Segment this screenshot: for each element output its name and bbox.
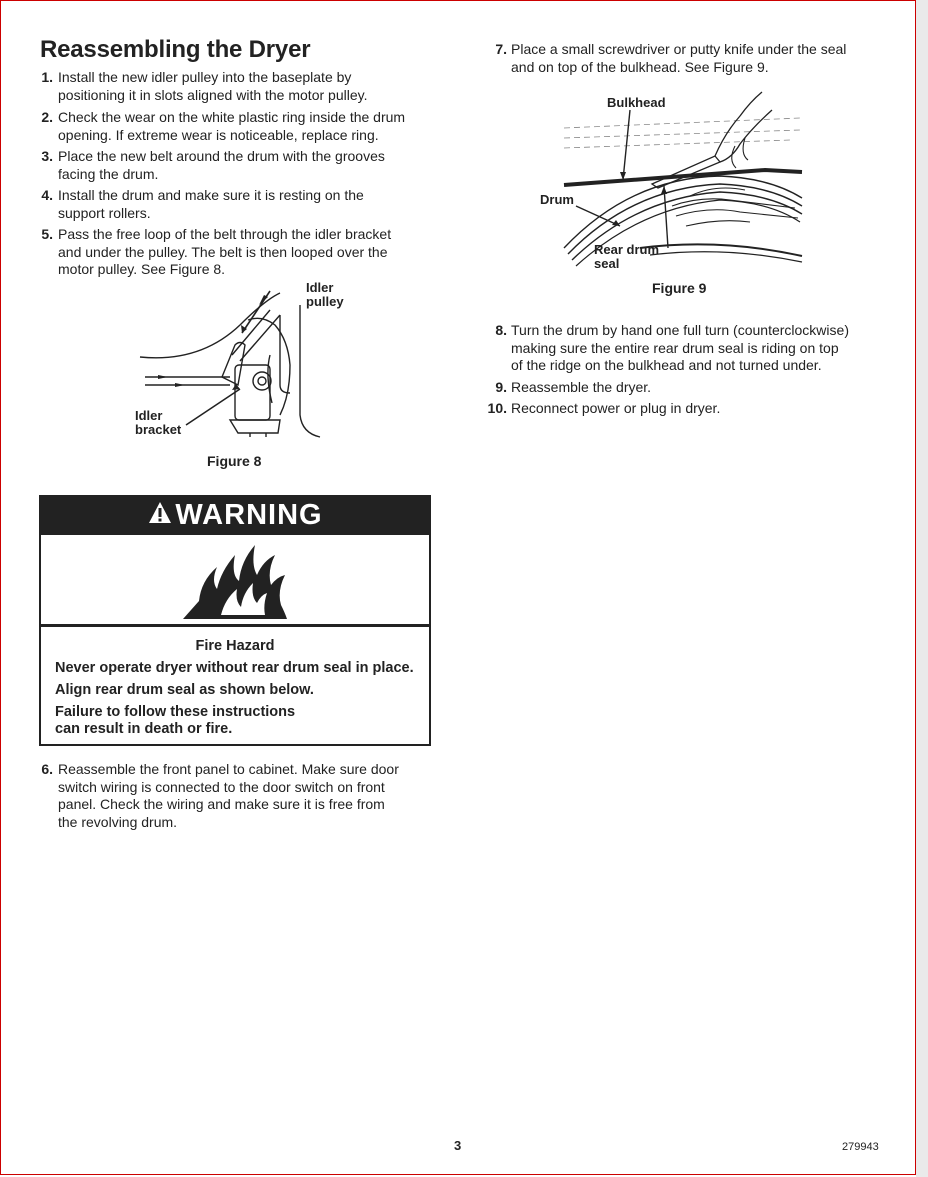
section-heading: Reassembling the Dryer [40,36,311,63]
label-line: Rear drum [594,242,660,257]
step-number: 9. [495,379,507,395]
step-text-line: switch wiring is connected to the door switch on front [58,778,385,795]
step-text-line: Place the new belt around the drum with the grooves [58,148,385,164]
step-text-line: Reconnect power or plug in dryer. [511,400,721,416]
step-number: 2. [41,109,53,125]
step-number: 6. [41,761,53,777]
step-text-line: opening. If extreme wear is noticeable, replace ring. [58,126,379,143]
label-line: seal [594,256,620,271]
step-1 [40,69,440,104]
step-number: 10. [487,400,507,416]
warning-header [41,497,429,532]
step-text-line: and on top of the bulkhead. See Figure 9. [511,58,769,75]
step-text-line: facing the drum. [58,165,159,182]
step-text-line: of the ridge on the bulkhead and not turned under. [511,357,822,373]
step-text-line: making sure the entire rear drum seal is riding on top [511,339,839,356]
step-9 [485,379,895,397]
step-number: 7. [495,41,507,57]
step-text-line: panel. Check the wiring and make sure it is free from [58,796,385,812]
step-number: 8. [495,322,507,338]
step-text-line: Reassemble the front panel to cabinet. Make sure door [58,761,399,777]
step-2 [40,109,440,144]
step-10 [485,400,895,418]
step-text-line: Turn the drum by hand one full turn (counterclockwise) [511,322,849,338]
step-number: 1. [41,69,53,85]
label-idler-pulley [306,281,344,309]
step-3 [40,148,440,183]
page-edge [916,0,928,1177]
warning-line: Never operate dryer without rear drum seal in place. [55,660,414,676]
label-line: pulley [306,294,344,309]
warning-line: Failure to follow these instructions [55,704,296,720]
warning-header-text: WARNING [175,499,323,531]
step-text-line: Check the wear on the white plastic ring inside the drum [58,109,406,125]
warning-triangle-icon [147,497,173,527]
page-number: 3 [454,1138,462,1153]
step-text-line: Reassemble the dryer. [511,379,652,395]
step-5 [40,226,440,279]
step-text-line: Install the new idler pulley into the baseplate by [58,69,352,85]
warning-line: Align rear drum seal as shown below. [55,682,314,698]
figure-8-caption: Figure 8 [207,453,262,469]
step-text-line: positioning it in slots aligned with the motor pulley. [58,86,368,103]
step-text-line: Install the drum and make sure it is resting on the [58,187,364,203]
step-text-line: the revolving drum. [58,813,178,830]
label-rear-drum-seal [594,243,659,271]
document-number: 279943 [842,1141,879,1153]
label-line: Idler [306,280,334,295]
step-7 [485,41,895,76]
step-text-line: motor pulley. See Figure 8. [58,261,226,277]
step-text-line: and under the pulley. The belt is then looped over the [58,243,388,260]
hazard-title: Fire Hazard [195,638,275,654]
figure-9-illustration [540,88,810,273]
step-text-line: support rollers. [58,204,151,221]
warning-symbol-panel [41,532,429,627]
step-4 [40,187,440,222]
step-number: 5. [41,226,53,242]
warning-line: can result in death or fire. [55,721,233,737]
label-drum: Drum [540,192,574,207]
label-line: Idler [135,408,163,423]
step-number: 4. [41,187,53,203]
figure-9-caption: Figure 9 [652,280,707,296]
label-idler-bracket [135,409,181,437]
warning-box [39,495,431,746]
fire-icon [181,541,291,621]
step-8 [485,322,895,375]
step-text-line: Place a small screwdriver or putty knife under the seal [511,41,847,57]
step-number: 3. [41,148,53,164]
step-text-line: Pass the free loop of the belt through the idler bracket [58,226,392,242]
label-bulkhead: Bulkhead [607,95,666,110]
label-line: bracket [135,422,182,437]
step-6 [40,761,440,831]
